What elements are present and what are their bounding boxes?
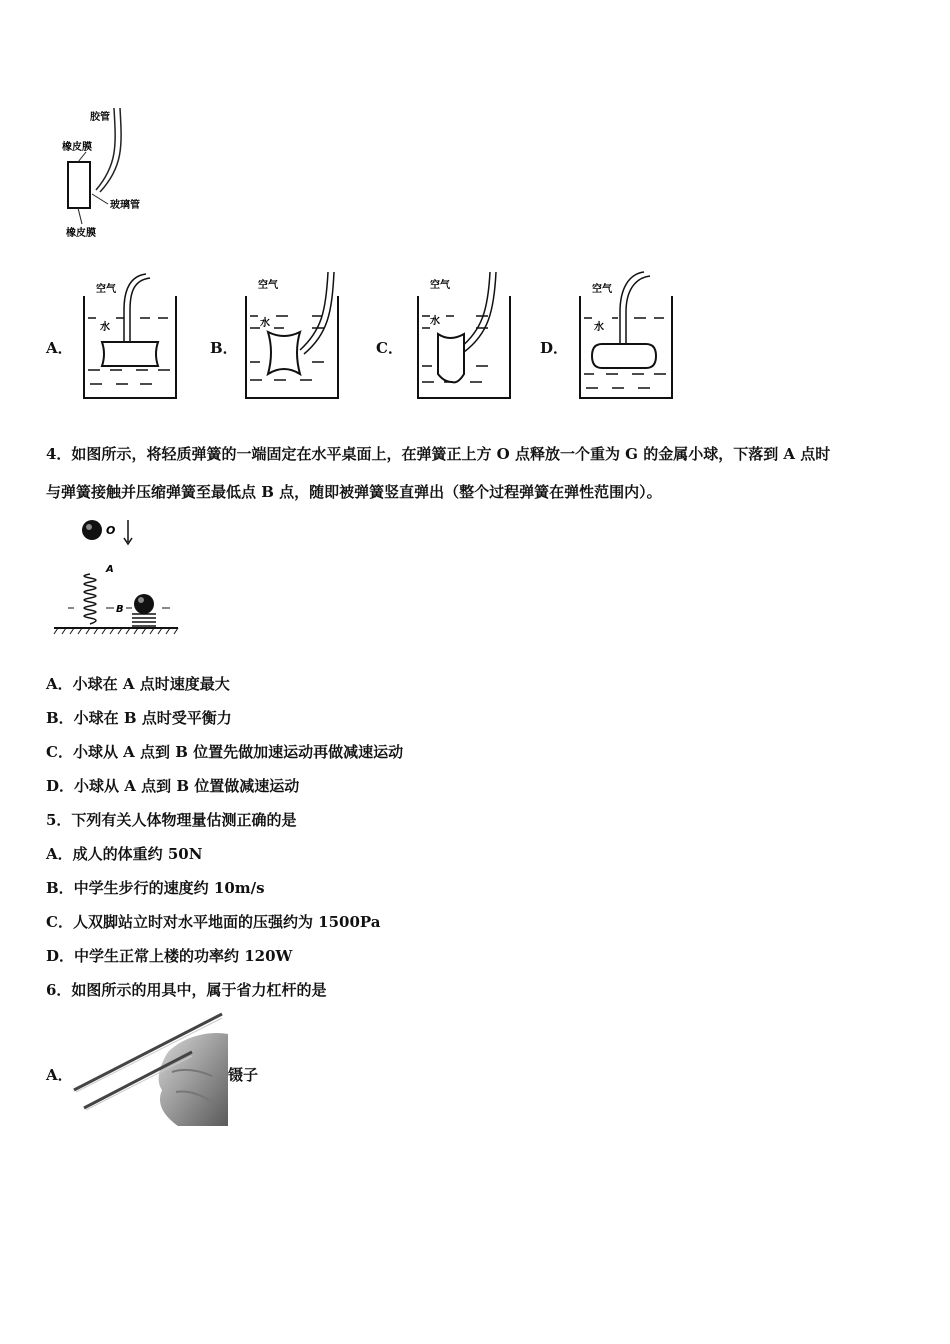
air-label: 空气 [430, 280, 450, 291]
fig-option-c-beaker [414, 270, 514, 402]
fig-option-a-beaker [80, 270, 180, 402]
q6-stem: 6．如图所示的用具中，属于省力杠杆的是 [46, 981, 327, 999]
ball-at-o [82, 520, 102, 540]
q5-option-a: A．成人的体重约 50N [46, 845, 203, 863]
water-label: 水 [100, 322, 110, 333]
water-label: 水 [594, 322, 604, 333]
q4-option-b: B．小球在 B 点时受平衡力 [46, 709, 232, 727]
point-b-label: B [116, 604, 124, 615]
tweezers-image [72, 1012, 230, 1128]
apparatus-membrane-bottom-label: 橡皮膜 [66, 228, 96, 239]
q4-stem-line2: 与弹簧接触并压缩弹簧至最低点 B 点，随即被弹簧竖直弹出（整个过程弹簧在弹性范围内）。 [46, 483, 662, 501]
air-label: 空气 [592, 284, 612, 295]
point-o-label: O [106, 524, 116, 537]
ball-at-b [134, 594, 154, 614]
fig-option-b-letter: B． [210, 339, 238, 357]
fig-option-d-beaker [576, 270, 676, 402]
q4-stem-line1: 4．如图所示，将轻质弹簧的一端固定在水平桌面上，在弹簧正上方 O 点释放一个重为 G 的金属小球，下落到 A 点时 [46, 445, 831, 463]
fig-option-c-letter: C． [376, 339, 403, 357]
apparatus-glass-label: 玻璃管 [110, 200, 140, 211]
apparatus-membrane-top-label: 橡皮膜 [62, 142, 92, 153]
fig-option-d-letter: D． [540, 339, 569, 357]
apparatus-tube-label: 胶管 [90, 112, 110, 123]
q5-option-b: B．中学生步行的速度约 10m/s [46, 879, 265, 897]
q4-option-a: A．小球在 A 点时速度最大 [46, 675, 230, 693]
q6-option-a-caption: 镊子 [228, 1066, 259, 1084]
fig-option-a-letter: A． [46, 339, 73, 357]
q6-option-a-letter: A． [46, 1066, 73, 1084]
q4-spring-figure [52, 514, 182, 638]
q4-option-c: C．小球从 A 点到 B 位置先做加速运动再做减速运动 [46, 743, 404, 761]
air-label: 空气 [96, 284, 116, 295]
fig-option-b-beaker [242, 270, 342, 402]
q5-option-c: C．人双脚站立时对水平地面的压强约为 1500Pa [46, 913, 381, 931]
point-a-label: A [106, 564, 114, 575]
apparatus-figure [56, 104, 166, 244]
q5-stem: 5．下列有关人体物理量估测正确的是 [46, 811, 297, 829]
air-label: 空气 [258, 280, 278, 291]
q5-option-d: D．中学生正常上楼的功率约 120W [46, 947, 293, 965]
q4-option-d: D．小球从 A 点到 B 位置做减速运动 [46, 777, 300, 795]
water-label: 水 [260, 318, 270, 329]
water-label: 水 [430, 316, 440, 327]
